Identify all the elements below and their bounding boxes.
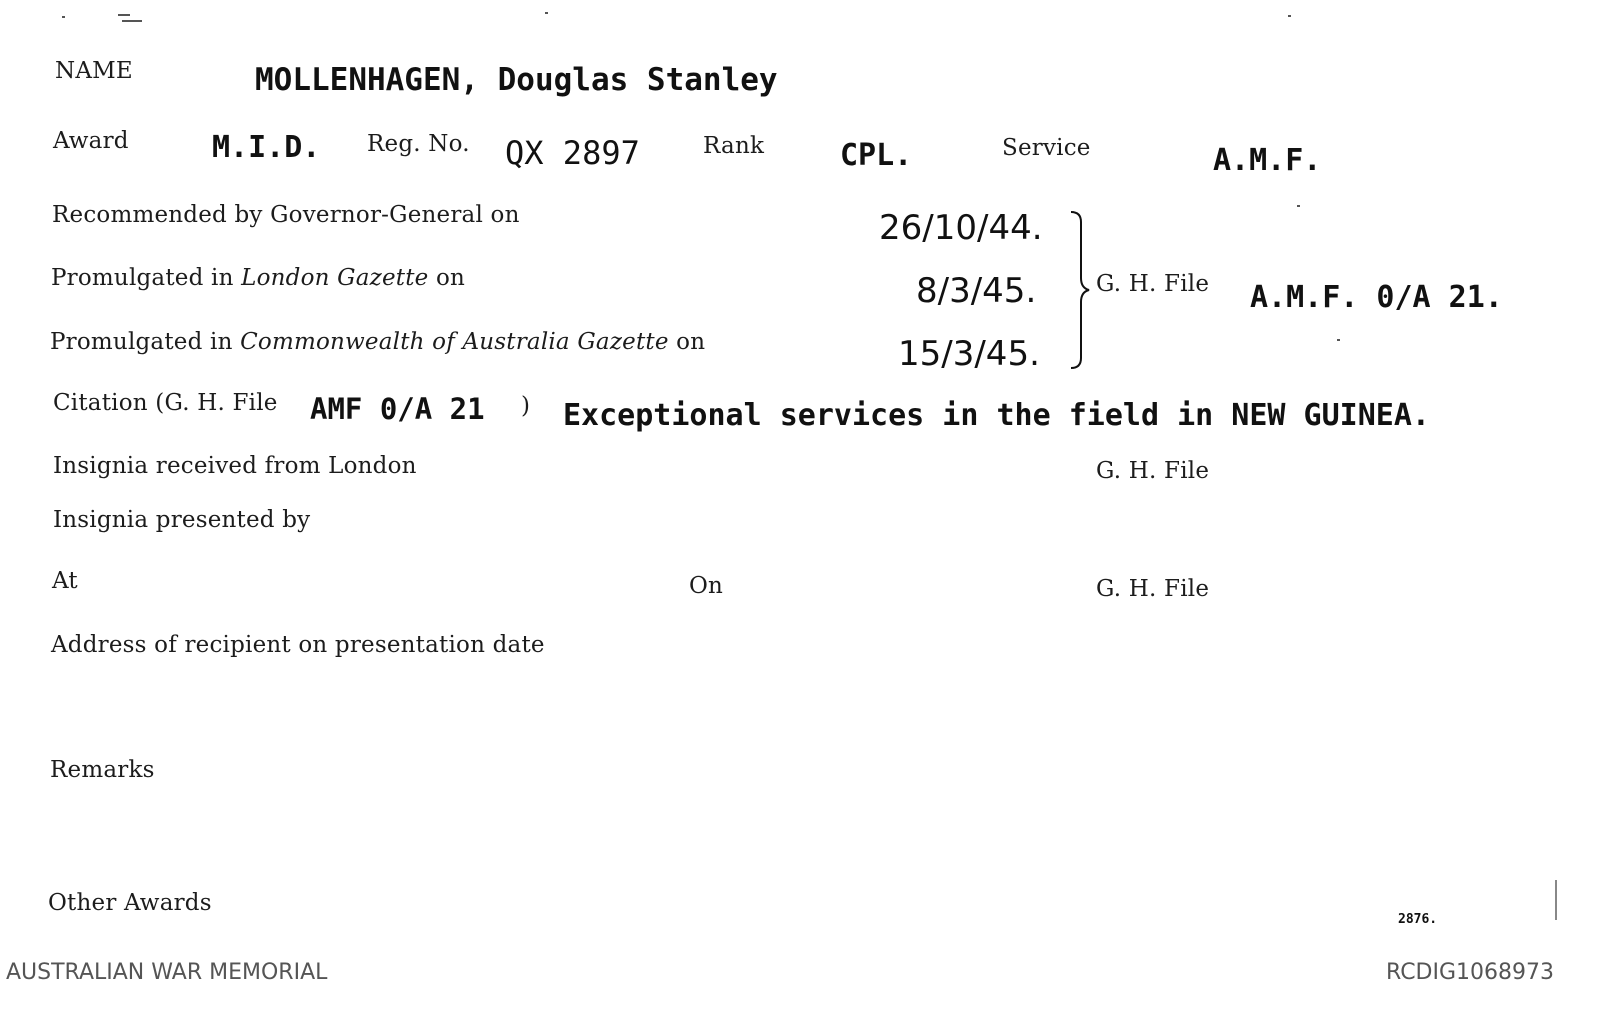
scan-speck: [1555, 880, 1557, 920]
citation-file: AMF 0/A 21: [310, 392, 485, 426]
recommended-date: 26/10/44.: [879, 208, 1043, 248]
footer-source: AUSTRALIAN WAR MEMORIAL: [6, 960, 328, 985]
remarks-label: Remarks: [50, 757, 155, 783]
citation-label: Citation (G. H. File: [53, 390, 278, 416]
scan-speck: [1288, 15, 1291, 17]
insignia-presented-label: Insignia presented by: [53, 507, 311, 533]
commonwealth-gazette-label: Promulgated in Commonwealth of Australia Gazette on: [50, 329, 706, 355]
name-label: NAME: [55, 58, 133, 84]
other-awards-label: Other Awards: [48, 890, 212, 916]
commonwealth-gazette-date: 15/3/45.: [898, 334, 1040, 374]
scan-speck: [1297, 205, 1300, 207]
scan-speck: [118, 14, 130, 16]
scan-speck: [1337, 339, 1340, 341]
at-label: At: [52, 568, 78, 594]
service-label: Service: [1002, 135, 1091, 161]
insignia-gh-file-label: G. H. File: [1096, 458, 1210, 484]
scan-speck: [545, 12, 548, 14]
award-value: M.I.D.: [212, 130, 321, 165]
citation-close: ): [521, 393, 531, 419]
form-number: 2876.: [1398, 912, 1438, 927]
gh-file-label: G. H. File: [1096, 271, 1210, 297]
on-label: On: [689, 573, 724, 599]
rank-label: Rank: [703, 133, 765, 159]
name-value: MOLLENHAGEN, Douglas Stanley: [255, 62, 778, 98]
recommended-label: Recommended by Governor-General on: [52, 202, 520, 228]
scan-speck: [62, 16, 65, 18]
insignia-received-label: Insignia received from London: [53, 453, 417, 479]
footer-id: RCDIG1068973: [1386, 960, 1555, 985]
gh-file-value: A.M.F. 0/A 21.: [1250, 280, 1503, 315]
address-label: Address of recipient on presentation date: [51, 632, 545, 658]
regno-label: Reg. No.: [367, 131, 470, 157]
regno-value: QX 2897: [505, 134, 640, 172]
london-gazette-date: 8/3/45.: [916, 271, 1037, 311]
london-gazette-label: Promulgated in London Gazette on: [51, 265, 466, 291]
award-label: Award: [53, 128, 129, 154]
at-gh-file-label: G. H. File: [1096, 576, 1210, 602]
service-value: A.M.F.: [1213, 143, 1322, 178]
date-group-brace: [1069, 210, 1095, 370]
rank-value: CPL.: [840, 138, 913, 173]
scan-speck: [122, 20, 142, 22]
citation-text: Exceptional services in the field in NEW GUINEA.: [563, 398, 1430, 433]
